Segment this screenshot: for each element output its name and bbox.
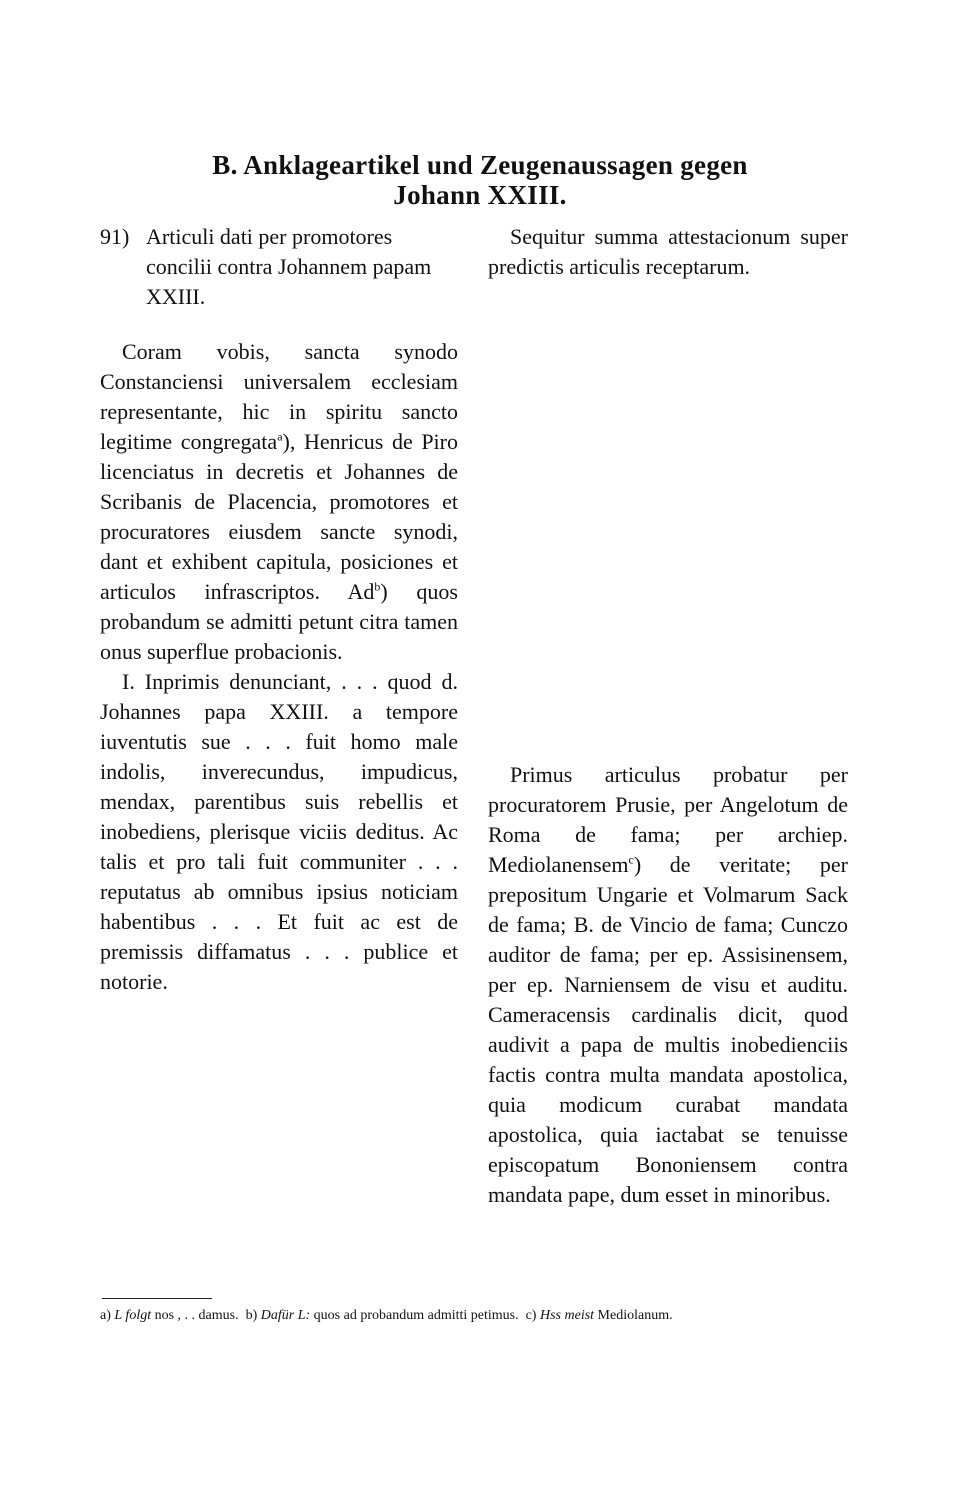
title-line-2: Johann XXIII.	[393, 180, 567, 210]
right-column-header: Sequitur summa attestacionum super predictis articulis receptarum.	[488, 224, 848, 279]
article-heading-text: Articuli dati per promotores concilii contra Johannem papam XXIII.	[146, 224, 432, 309]
accusation-intro-paragraph	[100, 337, 458, 667]
page-title	[100, 150, 860, 210]
title-line-1: B. Anklageartikel und Zeugenaussagen gegen	[212, 150, 748, 180]
footnote-b-italic: Dafür L:	[260, 1308, 311, 1323]
left-column-body	[100, 337, 458, 997]
footnote-c-italic: Hss meist	[539, 1308, 595, 1323]
footnote-b-mark: b)	[245, 1308, 258, 1323]
intro-text-a: Coram vobis, sancta synodo Constanciensi universalem ecclesiam representante, hic in spiritu sancto legitime congregata	[100, 339, 458, 454]
footnote-c-mark: c)	[525, 1308, 537, 1323]
footnote-a-mark: a)	[100, 1308, 111, 1323]
left-column-header	[100, 222, 458, 312]
footnote-divider	[102, 1298, 212, 1299]
article-number: 91)	[100, 224, 130, 249]
testimony-paragraph	[488, 760, 848, 1210]
footnote-ref-c: c	[628, 852, 634, 867]
footnote-c	[526, 1308, 673, 1323]
footnote-a	[100, 1308, 239, 1323]
article-heading	[100, 222, 458, 312]
article-one-paragraph: I. Inprimis denunciant, . . . quod d. Johannes papa XXIII. a tempore iuventutis sue . . . fuit homo male indolis, inverecundus, impudicus, mendax, parentibus suis rebellis et inobediens, plerisque viciis deditus. Ac talis et pro tali fuit communiter . . . reputatus ab omnibus ipsius noticiam habentibus . . . Et fuit ac est de premissis diffamatus . . . publice et notorie.	[100, 669, 458, 994]
footnote-a-italic: L folgt	[114, 1308, 152, 1323]
footnote-c-text: Mediolanum.	[597, 1308, 673, 1323]
testimony-text-a: Primus articulus probatur per procuratorem Prusie, per Angelotum de Roma de fama; per archiep. Mediolanensem	[488, 762, 848, 877]
intro-text-c: ) quos probandum se admitti petunt citra tamen onus superflue probacionis.	[100, 579, 458, 664]
footnote-b-text: quos ad probandum admitti petimus.	[313, 1308, 519, 1323]
footnote-a-text: nos , . . damus.	[154, 1308, 239, 1323]
footnotes	[100, 1305, 852, 1327]
testimony-text-b: ) de veritate; per prepositum Ungarie et Volmarum Sack de fama; B. de Vincio de fama; Cunczo auditor de fama; per ep. Assisinensem, per ep. Narniensem de visu et auditu. Cameracensis cardinalis dicit, quod audivit a papa de multis inobedienciis factis contra multa mandata apostolica, quia modicum curabat mandata apostolica, quia iactabat se tenuisse episcopatum Bononiensem contra mandata pape, dum esset in minoribus.	[488, 852, 848, 1207]
footnote-ref-b: b	[374, 579, 381, 594]
footnote-b	[246, 1308, 519, 1323]
footnote-ref-a: a	[277, 429, 283, 444]
right-column-body	[488, 760, 848, 1210]
intro-text-b: ), Henricus de Piro licenciatus in decretis et Johannes de Scribanis de Placencia, promotores et procuratores eiusdem sancte synodi, dant et exhibent capitula, posiciones et articulos infrascriptos. Ad	[100, 429, 458, 604]
